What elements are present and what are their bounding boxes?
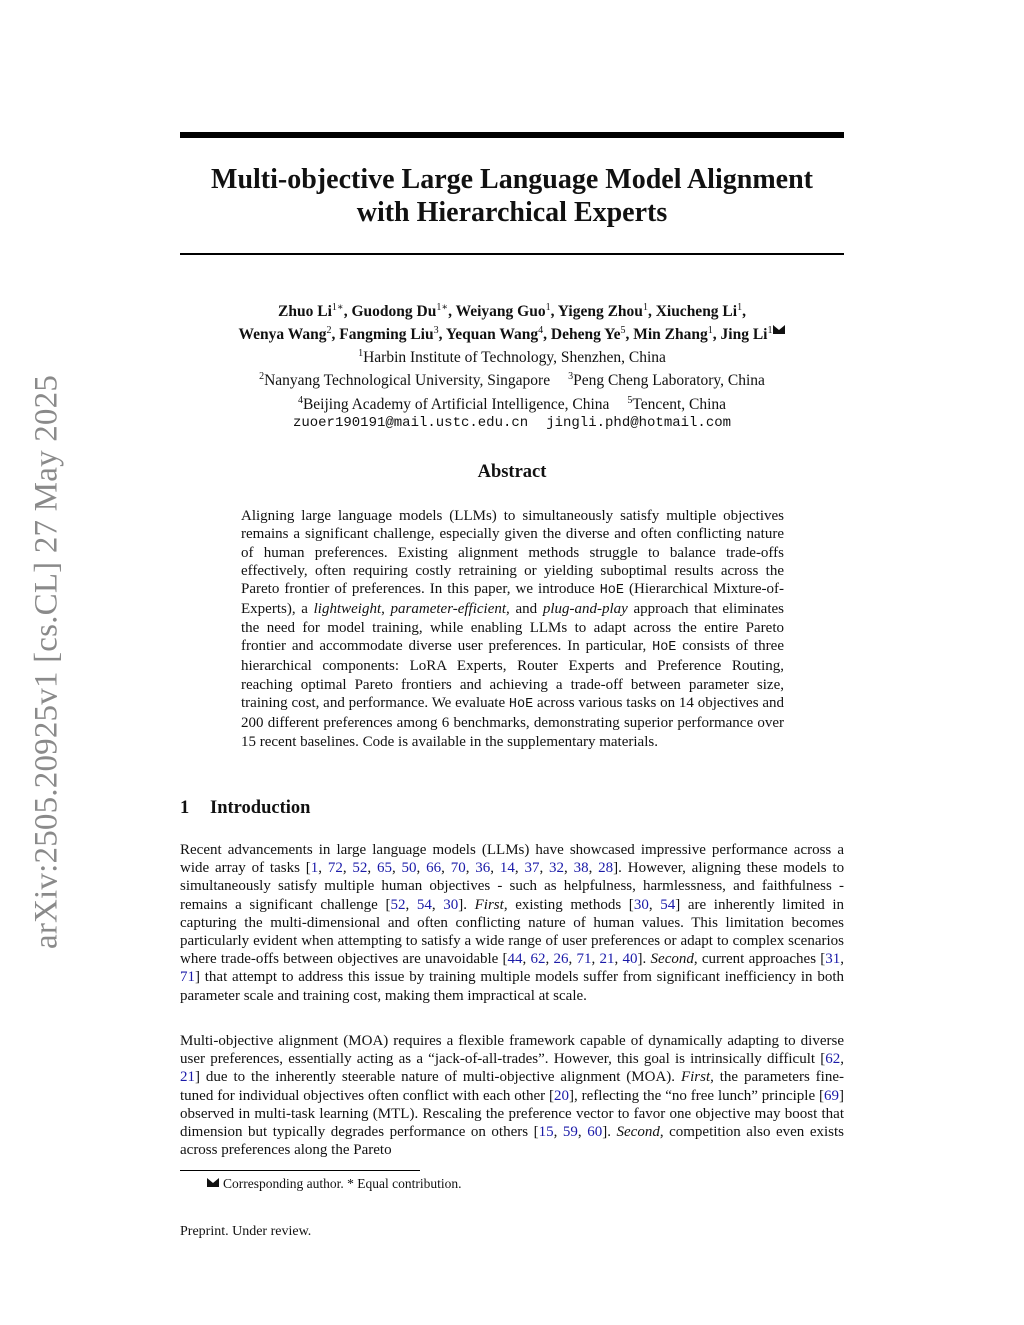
abstract-heading: Abstract bbox=[477, 462, 547, 482]
paragraph-text: , bbox=[431, 896, 444, 913]
abstract-emphasis: parameter-efficient bbox=[390, 601, 507, 618]
author-name: Guodong Du bbox=[351, 303, 437, 321]
paragraph-text: ], reflecting the “no free lunch” principle [ bbox=[569, 1087, 824, 1104]
intro-paragraph-1 bbox=[180, 841, 844, 1005]
paragraph-text: , the parameters fine-tuned for individual objectives often conflict with each other [ bbox=[180, 1069, 844, 1104]
abstract-span: across various tasks on 14 objectives and 200 different preferences among 6 benchmarks, demonstrating superior performance over 15 recent baselines. Code is available in the supplementary materials. bbox=[241, 694, 784, 750]
author-sup: 1 bbox=[767, 325, 773, 337]
author-name: Yequan Wang bbox=[445, 326, 539, 344]
email[interactable]: jingli.phd@hotmail.com bbox=[546, 414, 732, 431]
title-line-1: Multi-objective Large Language Model Alignment bbox=[211, 164, 813, 195]
author-sup: 5 bbox=[620, 325, 626, 337]
paragraph-text: , bbox=[465, 860, 476, 877]
citation-link[interactable]: 71 bbox=[180, 969, 195, 986]
paragraph-text: , bbox=[514, 860, 525, 877]
abstract-span: consists of three hierarchical components: LoRA Experts, Router Experts and Preference Routing, reaching optimal Pareto frontiers and achieving a trade-off between parameter size, training cost, and performance. We evaluate bbox=[241, 638, 784, 711]
title-rule-top bbox=[180, 132, 844, 138]
affiliation-line-1 bbox=[180, 344, 844, 367]
citation-link[interactable]: 32 bbox=[549, 860, 565, 877]
section-number: 1 bbox=[180, 798, 190, 818]
author-block bbox=[180, 298, 844, 433]
author-sup: 1 bbox=[707, 325, 713, 337]
method-name: HoE bbox=[508, 696, 534, 712]
section-title: Introduction bbox=[210, 798, 311, 818]
paragraph-text: , bbox=[840, 1051, 844, 1068]
citation-link[interactable]: 50 bbox=[401, 860, 417, 877]
citation-link[interactable]: 38 bbox=[573, 860, 589, 877]
citation-link[interactable]: 1 bbox=[310, 860, 319, 877]
citation-link[interactable]: 62 bbox=[825, 1051, 841, 1068]
paragraph-text: , bbox=[318, 860, 328, 877]
title-rule-bottom bbox=[180, 253, 844, 255]
paragraph-text: , current approaches [ bbox=[693, 951, 826, 968]
author-name: Fangming Liu bbox=[339, 326, 434, 344]
paragraph-text: , bbox=[441, 860, 451, 877]
author-sup: 1 bbox=[737, 302, 743, 313]
paragraph-text: Recent advancements in large language models (LLMs) have showcased impressive performance across a wide array of tasks [ bbox=[180, 842, 844, 877]
citation-link[interactable]: 54 bbox=[660, 896, 676, 913]
author-sup: 1 bbox=[545, 302, 551, 313]
citation-link[interactable]: 14 bbox=[499, 860, 515, 877]
citation-link[interactable]: 15 bbox=[538, 1124, 554, 1141]
footnote-text: Corresponding author. * Equal contribution. bbox=[223, 1176, 462, 1191]
affiliation: Tencent, China bbox=[632, 395, 727, 413]
author-name: Wenya Wang bbox=[238, 326, 327, 344]
affiliation-sup: 1 bbox=[358, 348, 364, 360]
citation-link[interactable]: 70 bbox=[450, 860, 466, 877]
emphasis: Second bbox=[616, 1124, 660, 1141]
abstract-text bbox=[241, 507, 784, 751]
paragraph-text: ] that attempt to address this issue by training multiple models suffer from significant inefficiency in both parameter scale and training cost, making them impractical at scale. bbox=[180, 969, 844, 1004]
paragraph-text: , bbox=[539, 860, 550, 877]
citation-link[interactable]: 62 bbox=[530, 951, 546, 968]
paragraph-text: ]. bbox=[602, 1124, 617, 1141]
citation-link[interactable]: 20 bbox=[554, 1087, 570, 1104]
author-sup: 1∗ bbox=[436, 302, 449, 313]
author-name: Deheng Ye bbox=[550, 326, 621, 344]
citation-link[interactable]: 72 bbox=[327, 860, 343, 877]
footnote-rule bbox=[180, 1170, 420, 1171]
affiliation-sup: 3 bbox=[568, 371, 574, 383]
author-name: Jing Li bbox=[720, 326, 768, 344]
citation-link[interactable]: 59 bbox=[562, 1124, 578, 1141]
author-name: Yigeng Zhou bbox=[557, 303, 643, 321]
arxiv-identifier: arXiv:2505.20925v1 [cs.CL] 27 May 2025 bbox=[28, 374, 65, 950]
emphasis: First bbox=[474, 896, 504, 913]
paragraph-text: , bbox=[342, 860, 353, 877]
abstract-span: Aligning large language models (LLMs) to simultaneously satisfy multiple objectives remains a significant challenge, especially given the diverse and often conflicting nature of human preferences. Existing alignment methods struggle to balance trade-offs effectively, often requiring costly retraining or yielding suboptimal results across the Pareto frontier of preferences. In this paper, we introduce bbox=[241, 508, 784, 598]
author-line-1: Zhuo $Li^{1∗}$, Guodong $Du^{1∗}$, Weiyang Guo$^1$, Yigeng Zhou$^1$, Xiucheng Li$^1$, bbox=[278, 302, 746, 321]
paragraph-text: , bbox=[577, 1124, 588, 1141]
citation-link[interactable]: 65 bbox=[376, 860, 392, 877]
author-name: Min Zhang bbox=[633, 326, 708, 344]
paper-title bbox=[180, 163, 844, 229]
citation-link[interactable]: 30 bbox=[633, 896, 649, 913]
abstract-span: , bbox=[381, 601, 391, 618]
author-line-2: Wenya Wang$^2$, Fangming Liu$^3$, Yequan Wang$^4$, Deheng Ye$^5$, Min Zhang$^1$, Jing Li$^1$ bbox=[180, 321, 844, 344]
author-sup: 1∗ bbox=[331, 302, 344, 313]
footnote bbox=[206, 1176, 461, 1192]
intro-paragraph-2 bbox=[180, 1032, 844, 1159]
citation-link[interactable]: 60 bbox=[587, 1124, 603, 1141]
paragraph-text: , bbox=[367, 860, 377, 877]
paragraph-text: , bbox=[588, 860, 599, 877]
section-heading bbox=[180, 798, 310, 819]
emphasis: First bbox=[680, 1069, 711, 1086]
citation-link[interactable]: 52 bbox=[390, 896, 406, 913]
abstract-span: (Hierarchical Mixture-of-Experts), a bbox=[241, 581, 784, 618]
author-name: Zhuo Li bbox=[278, 303, 332, 321]
paragraph-text: ] are inherently limited in capturing the multi-dimensional and often conflicting nature of human values. This limitation becomes particularly evident when attempting to satisfy a wide range of user preferences or adapt to complex scenarios where trade-offs between objectives are unavoidable [ bbox=[180, 896, 845, 968]
paragraph-text: , existing methods [ bbox=[503, 896, 634, 913]
affiliation: Nanyang Technological University, Singapore bbox=[264, 372, 551, 390]
affiliation-sup: 2 bbox=[259, 371, 265, 383]
citation-link[interactable]: 54 bbox=[416, 896, 432, 913]
paragraph-text: , competition also even exists across preferences along the Pareto bbox=[180, 1124, 845, 1159]
email[interactable]: zuoer190191@mail.ustc.edu.cn bbox=[292, 414, 529, 431]
paragraph-text: ] due to the inherently steerable nature of multi-objective alignment (MOA). bbox=[195, 1069, 681, 1086]
affiliation: Beijing Academy of Artificial Intelligence, China bbox=[302, 395, 610, 413]
affiliation-line-3 bbox=[180, 391, 844, 414]
paragraph-text: , bbox=[568, 951, 577, 968]
envelope-icon bbox=[207, 1178, 219, 1187]
affiliation-sup: 5 bbox=[627, 394, 633, 406]
paragraph-text: , bbox=[391, 860, 402, 877]
paragraph-text: ]. bbox=[458, 896, 475, 913]
author-name: Weiyang Guo bbox=[455, 303, 546, 321]
citation-link[interactable]: 44 bbox=[507, 951, 523, 968]
method-name: HoE bbox=[599, 583, 625, 599]
paragraph-text: , bbox=[545, 951, 554, 968]
citation-link[interactable]: 28 bbox=[598, 860, 614, 877]
citation-link[interactable]: 52 bbox=[352, 860, 368, 877]
citation-link[interactable]: 37 bbox=[524, 860, 540, 877]
envelope-icon bbox=[773, 325, 785, 334]
citation-link[interactable]: 71 bbox=[576, 951, 592, 968]
preprint-footer: Preprint. Under review. bbox=[180, 1224, 312, 1239]
emphasis: Second bbox=[650, 951, 694, 968]
author-sup: 1 bbox=[642, 302, 648, 313]
abstract-span: approach that eliminates the need for model training, while enabling LLMs to adapt across the entire Pareto frontier and accommodate diverse user preferences. In particular, bbox=[241, 601, 784, 655]
paragraph-text: , bbox=[591, 951, 600, 968]
citation-link[interactable]: 30 bbox=[443, 896, 459, 913]
citation-link[interactable]: 66 bbox=[426, 860, 442, 877]
citation-link[interactable]: 31 bbox=[825, 951, 841, 968]
citation-link[interactable]: 69 bbox=[824, 1087, 839, 1104]
email-line bbox=[180, 414, 844, 433]
paragraph-text: , bbox=[840, 951, 845, 968]
author-sup: 3 bbox=[433, 325, 439, 337]
paragraph-text: , bbox=[614, 951, 623, 968]
paragraph-text: , bbox=[490, 860, 500, 877]
abstract-emphasis: plug-and-play bbox=[542, 601, 628, 618]
paragraph-text: , bbox=[522, 951, 531, 968]
title-line-2: with Hierarchical Experts bbox=[356, 197, 668, 228]
method-name: HoE bbox=[652, 640, 677, 656]
affiliation-line-2 bbox=[180, 367, 844, 390]
citation-link[interactable]: 21 bbox=[180, 1069, 195, 1086]
author-name: Xiucheng Li bbox=[655, 303, 738, 321]
abstract-span: , and bbox=[506, 601, 543, 618]
author-sup: 2 bbox=[326, 325, 332, 337]
paragraph-text: , bbox=[648, 896, 661, 913]
affiliation-sup: 4 bbox=[297, 394, 303, 406]
abstract-emphasis: lightweight bbox=[313, 601, 382, 618]
citation-link[interactable]: 26 bbox=[553, 951, 569, 968]
affiliation: Peng Cheng Laboratory, China bbox=[573, 372, 765, 390]
paragraph-text: Multi-objective alignment (MOA) requires a flexible framework capable of dynamically adapting to diverse user preferences, essentially acting as a “jack-of-all-trades”. However, this goal is intrinsically difficult [ bbox=[180, 1033, 844, 1068]
paragraph-text: , bbox=[564, 860, 574, 877]
paragraph-text: ]. However, aligning these models to simultaneously satisfy multiple human objectives - such as helpfulness, harmlessness, and faithfulness - remains a significant challenge [ bbox=[180, 860, 845, 913]
paragraph-text: , bbox=[405, 896, 417, 913]
affiliation: Harbin Institute of Technology, Shenzhen, China bbox=[363, 349, 666, 367]
paragraph-text: ]. bbox=[637, 951, 651, 968]
paragraph-text: , bbox=[553, 1124, 563, 1141]
author-sup: 4 bbox=[538, 325, 544, 337]
paragraph-text: , bbox=[416, 860, 427, 877]
paragraph-text: ] observed in multi-task learning (MTL). Rescaling the preference vector to favor one objective may boost that dimension but typically degrades performance on others [ bbox=[180, 1087, 844, 1141]
citation-link[interactable]: 36 bbox=[475, 860, 491, 877]
citation-link[interactable]: 21 bbox=[599, 951, 615, 968]
citation-link[interactable]: 40 bbox=[622, 951, 638, 968]
